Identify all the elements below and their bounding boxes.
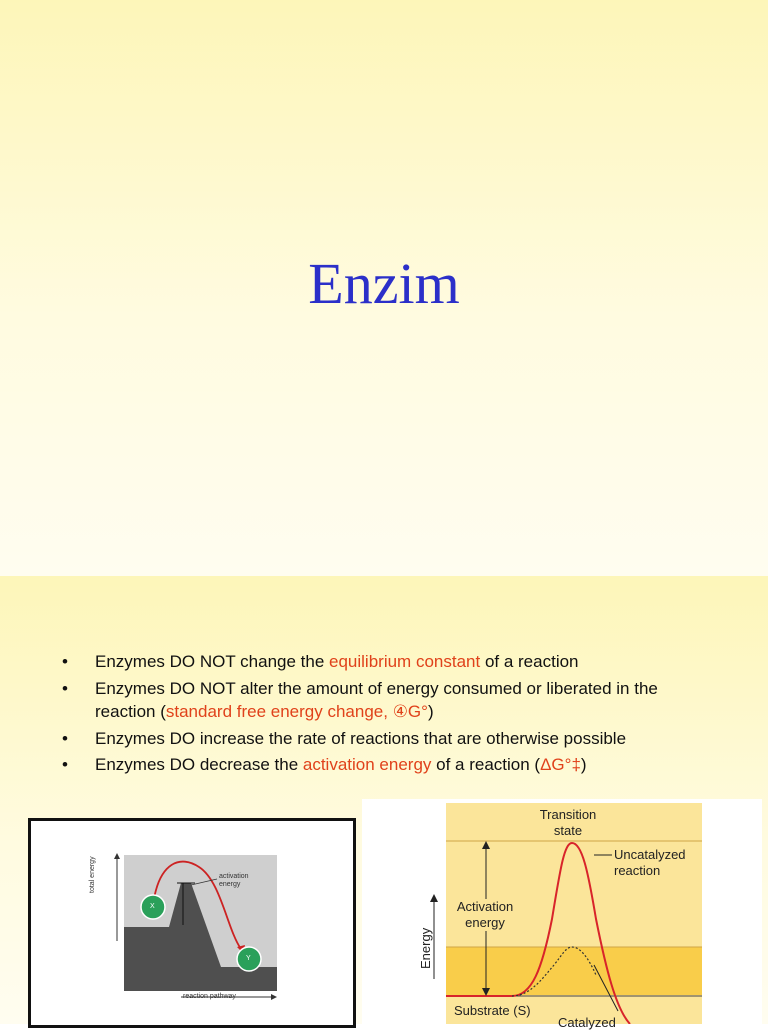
bullet-highlight: ΔG°‡ — [540, 755, 581, 774]
y-axis-label: Energy — [418, 927, 433, 969]
bullet-item — [62, 677, 722, 724]
y-axis-label: total energy — [89, 856, 96, 893]
uncatalyzed-label: Uncatalyzed reaction — [614, 847, 686, 878]
bullet-item — [62, 753, 722, 777]
slide-enzymes — [0, 576, 768, 1030]
catalyzed-label: Catalyzed — [558, 1015, 616, 1030]
bullet-highlight: activation energy — [302, 755, 432, 774]
page-title: Enzim — [308, 251, 460, 316]
bullet-highlight: equilibrium constant — [329, 652, 481, 671]
energy-diagram-left — [28, 818, 356, 1028]
bullet-text: of a reaction ( — [431, 755, 541, 774]
energy-diagram-right — [362, 799, 762, 1030]
bullet-item — [62, 650, 722, 674]
bullet-list — [62, 650, 722, 780]
bullet-text: ) — [580, 755, 587, 774]
bullet-text: Enzymes DO decrease the — [95, 755, 303, 774]
bullet-text: Enzymes DO NOT change the — [95, 652, 330, 671]
activation-energy-label: Activation energy — [448, 899, 522, 931]
bullet-highlight: standard free energy change, ④G° — [165, 702, 428, 721]
product-label: Y — [246, 955, 251, 962]
reactant-label: X — [150, 903, 155, 910]
x-axis-label: reaction pathway — [183, 993, 236, 1000]
transition-state-label: Transition state — [539, 807, 597, 838]
bullet-text: Enzymes DO NOT alter the amount of energy consumed or liberated in the reaction ( — [95, 678, 658, 721]
substrate-label: Substrate (S) — [454, 1003, 531, 1018]
bullet-text: ) — [427, 702, 434, 721]
bullet-item — [62, 727, 722, 751]
bullet-text: of a reaction — [480, 652, 579, 671]
activation-label: activation energy — [219, 873, 249, 888]
bullet-text: Enzymes DO increase the rate of reactions that are otherwise possible — [95, 728, 627, 748]
